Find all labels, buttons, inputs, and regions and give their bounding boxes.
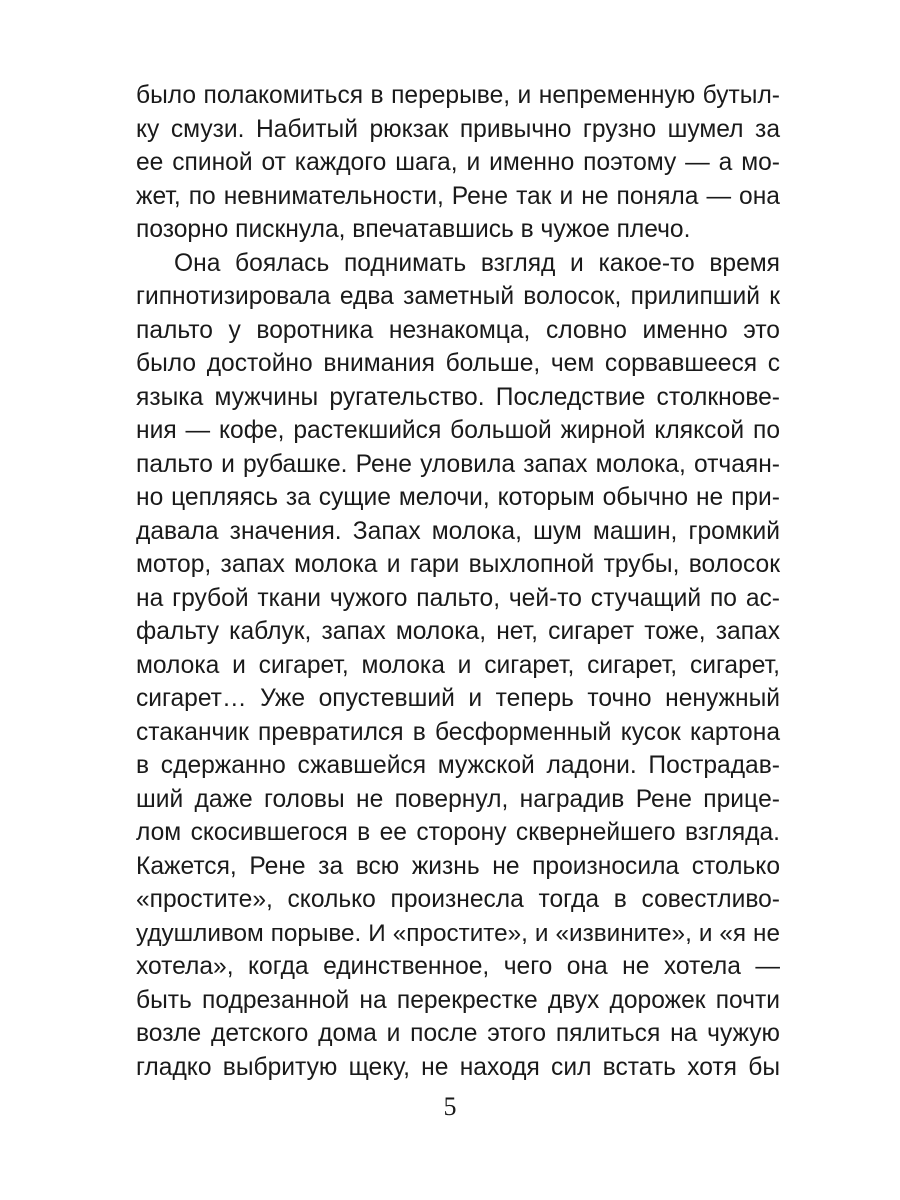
page-number: 5 <box>443 1092 457 1121</box>
text-line: удушливом порыве. И «простите», и «извините», и «я не <box>136 919 780 947</box>
text-line: давала значения. Запах молока, шум машин, громкий <box>136 517 780 545</box>
text-line: мотор, запах молока и гари выхлопной трубы, волосок <box>136 551 780 578</box>
text-line: ния — кофе, растекшийся большой жирной кляксой по <box>136 417 780 444</box>
text-line: жет, по невнимательности, Рене так и не поняла — она <box>136 182 780 210</box>
text-line: пальто у воротника незнакомца, словно именно это <box>136 316 780 344</box>
text-line: ку смузи. Набитый рюкзак привычно грузно шумел за <box>136 115 780 143</box>
text-line: стаканчик превратился в бесформенный кусок картона <box>136 718 780 746</box>
text-line: в сдержанно сжавшейся мужской ладони. Пострадав- <box>136 752 780 779</box>
text-line: языка мужчины ругательство. Последствие столкнове- <box>136 383 780 411</box>
text-line: Кажется, Рене за всю жизнь не произносила столько <box>136 852 780 880</box>
text-line: пальто и рубашке. Рене уловила запах молока, отчаян- <box>136 450 780 478</box>
text-line: фальту каблук, запах молока, нет, сигарет тоже, запах <box>136 618 780 645</box>
text-line: ее спиной от каждого шага, и именно поэтому — а мо- <box>136 149 780 176</box>
text-line: сигарет… Уже опустевший и теперь точно ненужный <box>136 685 780 712</box>
body-text <box>136 79 780 1084</box>
text-line: было полакомиться в перерыве, и непременную бутыл- <box>136 82 780 109</box>
text-line: «простите», сколько произнесла тогда в совестливо- <box>136 886 780 913</box>
text-line: гладко выбритую щеку, не находя сил встать хотя бы <box>136 1053 780 1081</box>
text-line: но цепляясь за сущие мелочи, которым обычно не при- <box>136 484 780 511</box>
text-line: ший даже головы не повернул, наградив Рене прицe- <box>136 785 780 813</box>
text-line: Она боялась поднимать взгляд и какое-то время <box>174 249 780 277</box>
text-line: позорно пискнула, впечатавшись в чужое плечо. <box>136 216 691 243</box>
text-line: хотела», когда единственное, чего она не хотела — <box>136 953 780 980</box>
text-line: лом скосившегося в ее сторону сквернейшего взгляда. <box>136 819 780 846</box>
text-line: быть подрезанной на перекрестке двух дорожек почти <box>136 986 780 1014</box>
text-line: было достойно внимания больше, чем сорвавшееся с <box>136 350 780 377</box>
text-line: на грубой ткани чужого пальто, чей-то стучащий по ас- <box>136 584 780 612</box>
text-line: молока и сигарет, молока и сигарет, сигарет, сигарет, <box>136 651 780 679</box>
text-line: гипнотизировала едва заметный волосок, прилипший к <box>136 283 780 310</box>
text-line: возле детского дома и после этого пялиться на чужую <box>136 1020 780 1047</box>
